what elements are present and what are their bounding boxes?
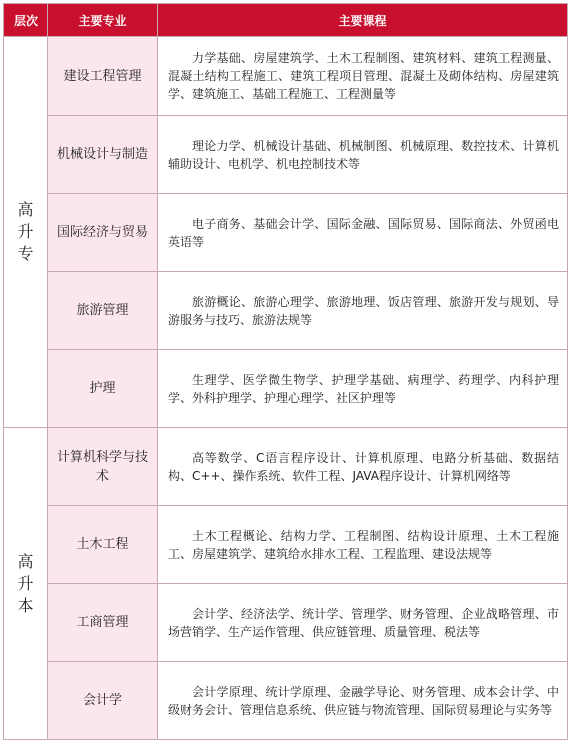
courses-cell: 力学基础、房屋建筑学、土木工程制图、建筑材料、建筑工程测量、混凝土结构工程施工、建筑工程项目管理、混凝土及砌体结构、房屋建筑学、建筑施工、基础工程施工、工程测量等 xyxy=(158,37,568,116)
major-cell: 旅游管理 xyxy=(48,272,158,350)
table-row xyxy=(4,428,568,506)
courses-cell: 高等数学、C语言程序设计、计算机原理、电路分析基础、数据结构、C++、操作系统、软件工程、JAVA程序设计、计算机网络等 xyxy=(158,428,568,506)
table-row xyxy=(4,350,568,428)
major-cell: 工商管理 xyxy=(48,584,158,662)
table-row xyxy=(4,506,568,584)
courses-cell: 电子商务、基础会计学、国际金融、国际贸易、国际商法、外贸函电英语等 xyxy=(158,194,568,272)
courses-cell: 土木工程概论、结构力学、工程制图、结构设计原理、土木工程施工、房屋建筑学、建筑给水排水工程、工程监理、建设法规等 xyxy=(158,506,568,584)
table-row xyxy=(4,584,568,662)
table-row xyxy=(4,116,568,194)
level-char: 升 xyxy=(17,222,34,241)
courses-cell: 会计学、经济法学、统计学、管理学、财务管理、企业战略管理、市场营销学、生产运作管理、供应链管理、质量管理、税法等 xyxy=(158,584,568,662)
level-char: 升 xyxy=(17,573,34,593)
level-char: 高 xyxy=(17,551,34,571)
major-cell: 会计学 xyxy=(48,662,158,740)
courses-cell: 旅游概论、旅游心理学、旅游地理、饭店管理、旅游开发与规划、导游服务与技巧、旅游法规等 xyxy=(158,272,568,350)
header-row xyxy=(4,4,568,37)
level-char: 本 xyxy=(17,595,34,615)
major-cell: 计算机科学与技术 xyxy=(48,428,158,506)
level-cell-gaoshengzhuan xyxy=(4,37,48,428)
table-row xyxy=(4,37,568,116)
courses-cell: 生理学、医学微生物学、护理学基础、病理学、药理学、内科护理学、外科护理学、护理心理学、社区护理等 xyxy=(158,350,568,428)
major-cell: 土木工程 xyxy=(48,506,158,584)
table-row xyxy=(4,662,568,740)
header-level: 层次 xyxy=(4,4,48,37)
major-cell: 建设工程管理 xyxy=(48,37,158,116)
major-cell: 国际经济与贸易 xyxy=(48,194,158,272)
table-row xyxy=(4,194,568,272)
courses-cell: 会计学原理、统计学原理、金融学导论、财务管理、成本会计学、中级财务会计、管理信息系统、供应链与物流管理、国际贸易理论与实务等 xyxy=(158,662,568,740)
major-cell: 护理 xyxy=(48,350,158,428)
table-row xyxy=(4,272,568,350)
curriculum-table xyxy=(3,3,568,740)
level-char: 专 xyxy=(17,244,34,263)
major-cell: 机械设计与制造 xyxy=(48,116,158,194)
level-cell-gaoshengben xyxy=(4,428,48,740)
level-char: 高 xyxy=(17,200,34,219)
header-major: 主要专业 xyxy=(48,4,158,37)
courses-cell: 理论力学、机械设计基础、机械制图、机械原理、数控技术、计算机辅助设计、电机学、机电控制技术等 xyxy=(158,116,568,194)
header-courses: 主要课程 xyxy=(158,4,568,37)
